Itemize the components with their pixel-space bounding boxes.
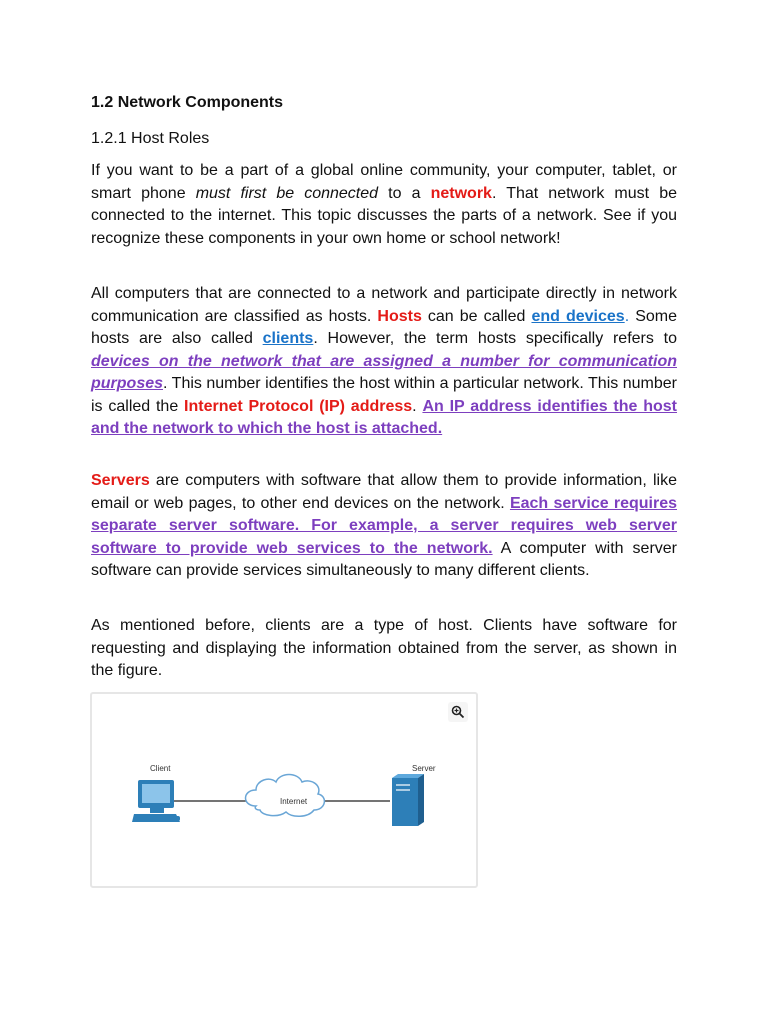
client-label: Client (150, 764, 171, 773)
text-run: Some hosts are also called (91, 307, 677, 347)
network-diagram (92, 694, 476, 886)
text-run: can be called (421, 307, 532, 325)
paragraph-clients: As mentioned before, clients are a type of host. Clients have software for requesting and displaying the information obtained from the server, as shown in the figure. (91, 617, 677, 679)
server-tower-icon (392, 774, 424, 826)
link-end-devices[interactable]: end devices (531, 307, 625, 325)
server-label: Server (412, 764, 436, 773)
paragraph-hosts (91, 283, 677, 441)
emphasis-text: must first be connected (195, 184, 379, 202)
text-run: . (624, 307, 630, 325)
keyword-hosts: Hosts (377, 307, 422, 325)
paragraph-intro (91, 160, 677, 250)
highlight-ip-address: An IP address identifies the host and the network to which the host is attached. (91, 397, 678, 437)
keyword-servers: Servers (91, 472, 150, 489)
network-figure (90, 692, 478, 888)
text-run: If you want to be a part of a global online community, your computer, tablet, or smart phone (91, 162, 677, 202)
client-computer-icon (132, 780, 180, 822)
highlight-server-software: Each service requires separate server software. For example, a server requires web server software to provide web services to the network. (91, 494, 678, 557)
text-run: . This number identifies the host within a particular network. This number is called the (91, 375, 677, 415)
section-title: 1.2 Network Components (91, 94, 284, 111)
text-run: . (412, 397, 423, 415)
text-run: are computers with software that allow them to provide information, like email or web pages, to other end devices on the network. (91, 472, 677, 512)
text-run: A computer with server software can provide services simultaneously to many different clients. (91, 539, 678, 579)
text-run: to a (378, 184, 431, 202)
document-body (91, 92, 678, 679)
section-subtitle: 1.2.1 Host Roles (91, 130, 210, 147)
internet-label: Internet (280, 797, 308, 806)
internet-cloud-icon (246, 775, 325, 817)
text-run: . However, the term hosts specifically refers to (313, 330, 677, 347)
paragraph-servers (91, 470, 677, 583)
keyword-ip-address: Internet Protocol (IP) address (184, 397, 413, 415)
highlight-host-definition: devices on the network that are assigned a number for communication purposes (91, 352, 677, 392)
link-clients[interactable]: clients (262, 330, 314, 347)
text-run: All computers that are connected to a network and participate directly in network communication are classified as hosts. (91, 285, 677, 325)
text-run: . That network must be connected to the internet. This topic discusses the parts of a network. See if you recognize these components in your own home or school network! (91, 184, 677, 247)
keyword-network: network (430, 184, 492, 202)
